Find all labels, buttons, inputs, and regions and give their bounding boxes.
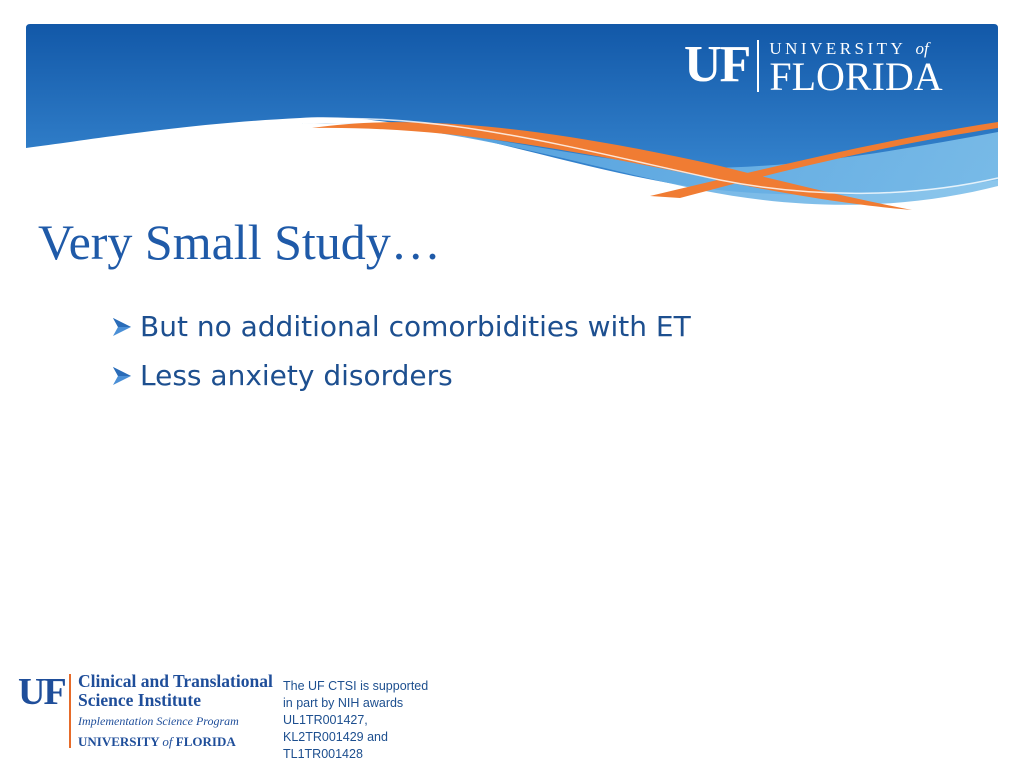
bullet-item <box>110 302 691 351</box>
bullet-item <box>110 351 691 400</box>
footer-univ-prefix: UNIVERSITY <box>78 734 160 749</box>
footer-university <box>78 734 236 750</box>
uf-logo-wordmark <box>769 36 943 99</box>
uf-logo-header <box>684 36 943 99</box>
arrow-bullet-icon <box>110 365 134 387</box>
footer-univ-of: of <box>162 734 173 749</box>
arrow-bullet-icon <box>110 316 134 338</box>
logo-university-text: UNIVERSITY <box>769 39 906 58</box>
logo-florida-text: FLORIDA <box>769 54 943 99</box>
logo-divider <box>757 40 759 92</box>
header-banner <box>0 0 1024 230</box>
footer-univ-suffix: FLORIDA <box>175 734 236 749</box>
footer-program: Implementation Science Program <box>78 714 239 728</box>
bullet-text: But no additional comorbidities with ET <box>140 310 691 343</box>
funding-note-line: UL1TR001427, <box>283 713 368 727</box>
footer-org-line2: Science Institute <box>78 690 201 710</box>
funding-note-line: KL2TR001429 and <box>283 730 388 744</box>
funding-note-line: TL1TR001428 <box>283 747 363 761</box>
funding-note-line: in part by NIH awards <box>283 696 404 710</box>
slide-title: Very Small Study… <box>38 214 441 270</box>
uf-logo-mark: UF <box>684 36 750 93</box>
footer-org-name <box>78 672 273 710</box>
logo-of-text: of <box>915 39 929 58</box>
funding-note <box>283 678 443 763</box>
footer-org-line1: Clinical and Translational <box>78 671 273 691</box>
bullet-text: Less anxiety disorders <box>140 359 453 392</box>
bullet-list <box>110 302 691 400</box>
footer-uf-mark: UF <box>18 671 65 713</box>
footer-logo-divider <box>69 674 71 748</box>
funding-note-line: The UF CTSI is supported <box>283 679 429 693</box>
ctsi-footer-logo <box>18 672 276 752</box>
